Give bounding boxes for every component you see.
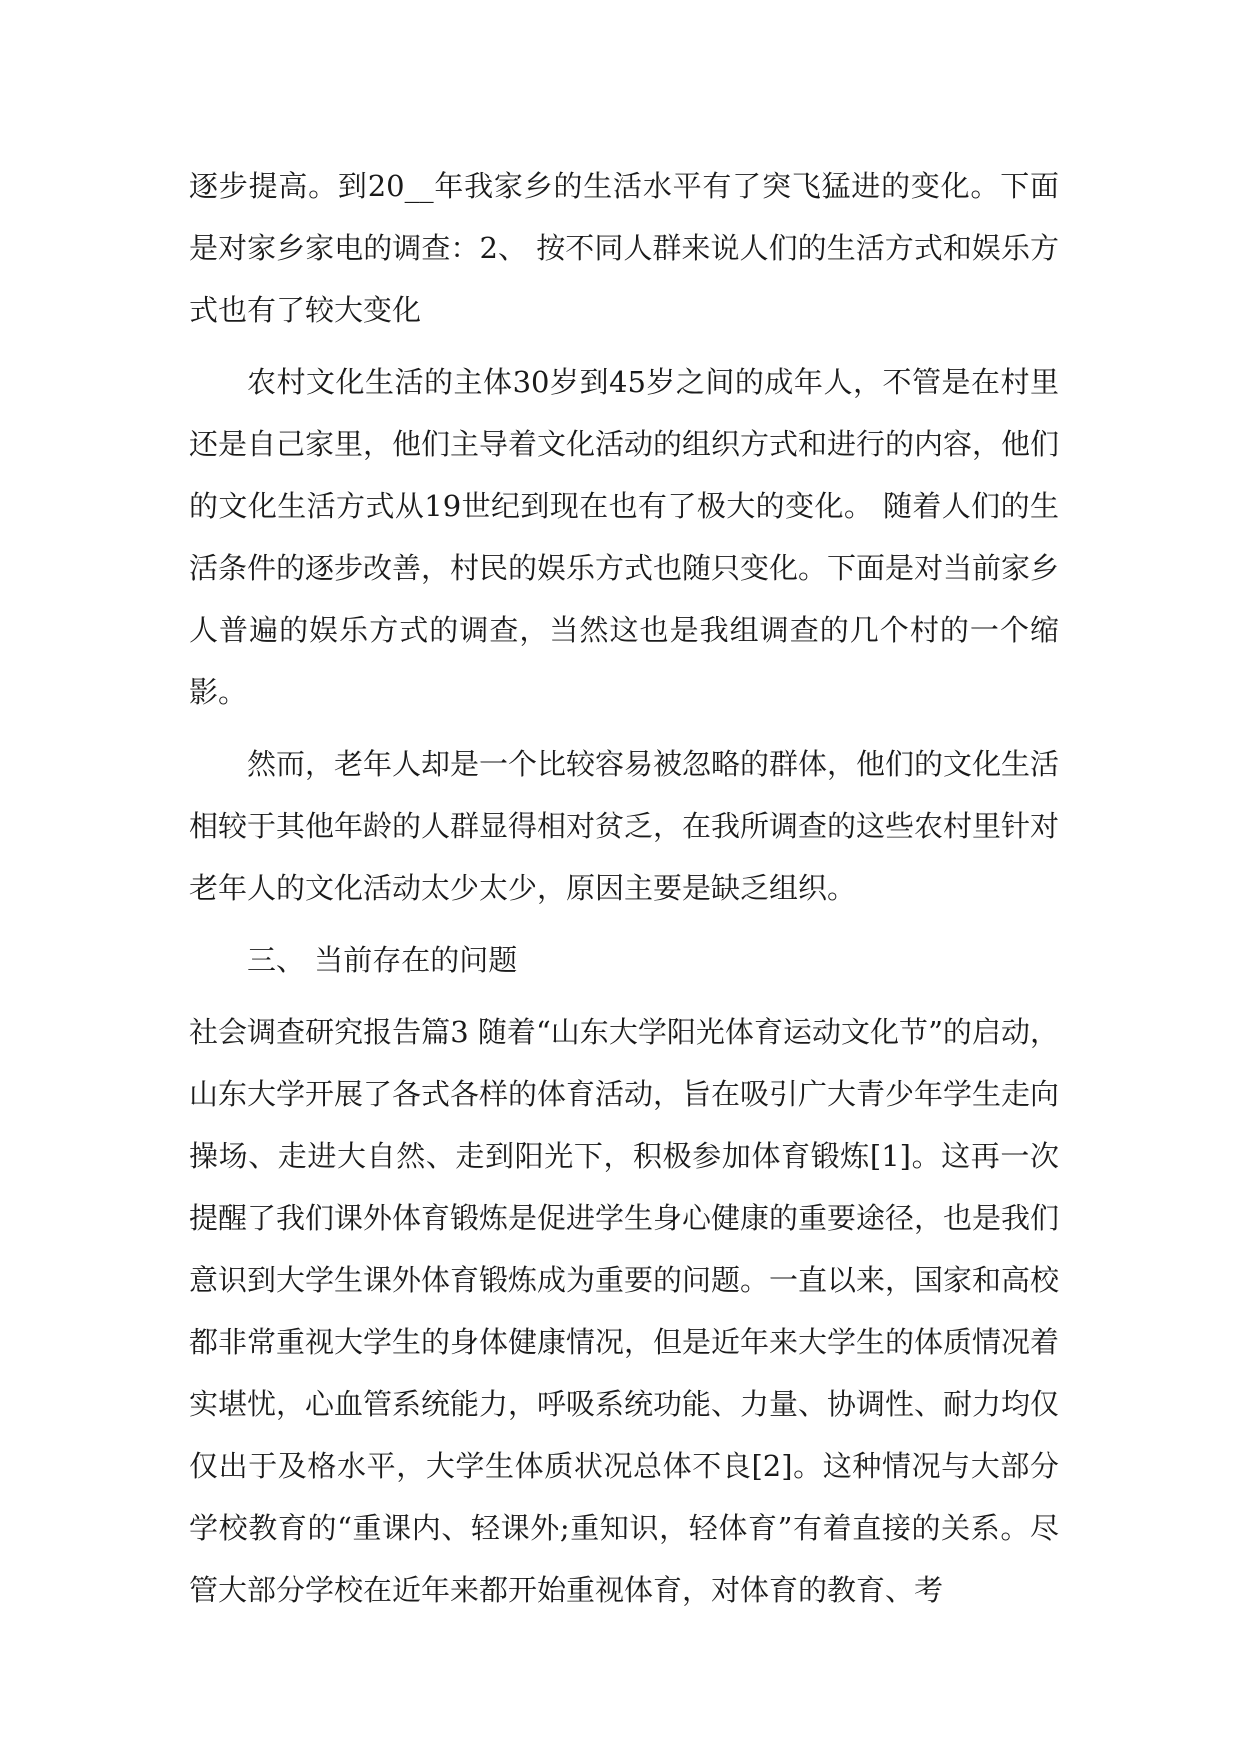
paragraph-rural-adult-culture: 农村文化生活的主体30岁到45岁之间的成年人，不管是在村里还是自己家里，他们主导着文化活动的组织方式和进行的内容，他们的文化生活方式从19世纪到现在也有了极大的变化。 随着人们的生活条件的逐步改善，村民的娱乐方式也随只变化。下面是对当前家乡人普遍的娱乐方式的调查，当然这也是我组调查的几个村的一个缩影。 [189,365,1060,709]
paragraph-elderly-culture: 然而，老年人却是一个比较容易被忽略的群体，他们的文化生活相较于其他年龄的人群显得相对贫乏，在我所调查的这些农村里针对老年人的文化活动太少太少，原因主要是缺乏组织。 [189,747,1060,905]
section-heading-current-problems: 三、 当前存在的问题 [247,943,518,977]
paragraph-report-3-sports: 社会调查研究报告篇3 随着“山东大学阳光体育运动文化节”的启动，山东大学开展了各式各样的体育活动，旨在吸引广大青少年学生走向操场、走进大自然、走到阳光下，积极参加体育锻炼[1]。这再一次提醒了我们课外体育锻炼是促进学生身心健康的重要途径，也是我们意识到大学生课外体育锻炼成为重要的问题。一直以来，国家和高校都非常重视大学生的身体健康情况，但是近年来大学生的体质情况着实堪忧，心血管系统能力，呼吸系统功能、力量、协调性、耐力均仅仅出于及格水平，大学生体质状况总体不良[2]。这种情况与大部分学校教育的“重课内、轻课外;重知识，轻体育”有着直接的关系。尽管大部分学校在近年来都开始重视体育，对体育的教育、考 [189,1015,1060,1607]
paragraph-hometown-living-standard: 逐步提高。到20__年我家乡的生活水平有了突飞猛进的变化。下面是对家乡家电的调查：2、 按不同人群来说人们的生活方式和娱乐方式也有了较大变化 [189,169,1059,327]
document-body [189,155,1059,1621]
